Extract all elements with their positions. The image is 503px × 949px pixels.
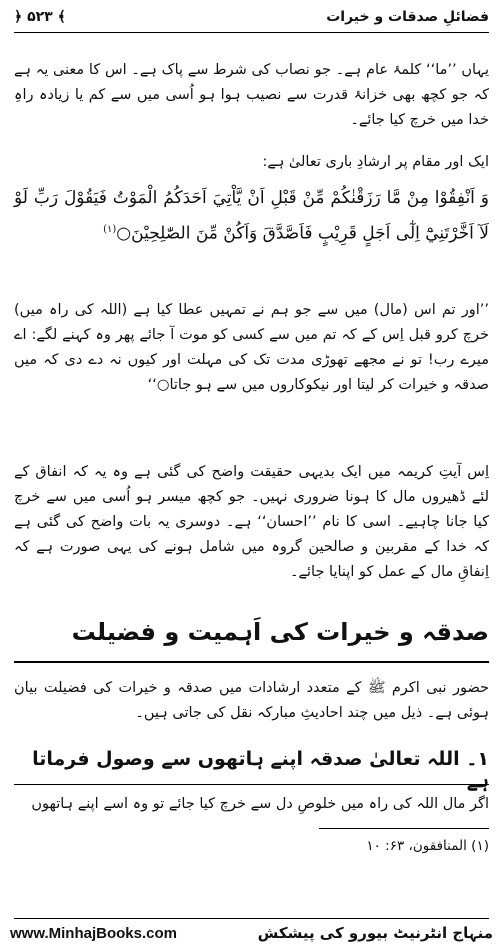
- paragraph-5: حضور نبی اکرم ﷺ کے متعدد ارشادات میں صدقہ و خیرات کی فضیلت بیان ہوئی ہے۔ ذیل میں چند احادیثِ مبارکہ نقل کی جاتی ہیں۔: [14, 680, 489, 721]
- page-header: [14, 6, 489, 28]
- paragraph-1: یہاں ’’ما‘‘ کلمۂ عام ہے۔ جو نصاب کی شرط سے پاک ہے۔ اس کا معنی یہ ہے کہ جو کچھ بھی خزانۂ قدرت سے نصیب ہوا ہو اُسی میں سے کم یا زیادہ راہِ خدا میں خرچ کیا جائے۔: [14, 62, 489, 128]
- paragraph-6: اگر مال اللہ کی راہ میں خلوصِ دل سے خرچ کیا جائے تو وہ اسے اپنے ہاتھوں: [31, 796, 489, 812]
- paragraph-2: ایک اور مقام پر ارشادِ باری تعالیٰ ہے:: [262, 154, 489, 170]
- page-footer: [10, 921, 493, 945]
- page-number: ﴿ ۵۲۳ ﴾: [14, 9, 66, 25]
- subheading: ۱۔ اللہ تعالیٰ صدقہ اپنے ہاتھوں سے وصول فرماتا ہے: [32, 748, 489, 792]
- subheading-rule: [14, 784, 489, 785]
- paragraph-4: اِس آیتِ کریمہ میں ایک بدیہی حقیقت واضح کی گئی ہے وہ یہ کہ انفاق کے لئے ڈھیروں مال کا ہونا ضروری نہیں۔ جو کچھ میسر ہو اُسی میں سے خرچ کیا جانا چاہیے۔ اسی کا نام ’’احسان‘‘ ہے۔ دوسری یہ بات واضح کی گئی ہے کہ خدا کے مقربین و صالحین گروہ میں شامل ہونے کی یہی صورت ہے کہ اِنفاقِ مال کے عمل کو اپنایا جائے۔: [14, 464, 489, 580]
- header-rule: [14, 32, 489, 33]
- quran-verse-ref: (۱): [103, 224, 117, 235]
- footer-rule: [14, 918, 489, 919]
- quran-verse: [14, 182, 489, 250]
- footnote-rule: [319, 828, 489, 829]
- quran-verse-text: وَ اَنْفِقُوْا مِنْ مَّا رَزَقْنٰكُمْ مِّنْ قَبْلِ اَنْ يَّاْتِيَ اَحَدَكُمُ الْمَوْتُ فَيَقُوْلَ رَبِّ لَوْ لَآ اَخَّرْتَنِيْٓ اِلٰٓى اَجَلٍ قَرِيْبٍ فَاَصَّدَّقَ وَاَكُنْ مِّنَ الصّٰلِحِيْنَ○: [14, 188, 489, 244]
- footnote: (۱) المنافقون، ۶۳: ۱۰: [366, 838, 489, 854]
- running-title: فضائلِ صدقات و خیرات: [326, 9, 489, 25]
- section-heading: صدقہ و خیرات کی اَہمیت و فضیلت: [71, 618, 489, 646]
- translation-paragraph: ’’اور تم اس (مال) میں سے جو ہم نے تمہیں عطا کیا ہے (اللہ کی راہ میں) خرچ کرو قبل اِس کے کہ تم میں سے کسی کو موت آ جائے پھر وہ کہنے لگے: اے میرے رب! تو نے مجھے تھوڑی مدت تک کی مہلت اور کیوں نہ دے دی کہ میں صدقہ و خیرات کر لیتا اور نیکوکاروں میں سے ہو جاتا○‘‘: [14, 302, 489, 393]
- website-link[interactable]: www.MinhajBooks.com: [10, 924, 177, 942]
- publisher-credit: منہاج انٹرنیٹ بیورو کی پیشکش: [257, 924, 493, 942]
- heading-rule: [14, 661, 489, 663]
